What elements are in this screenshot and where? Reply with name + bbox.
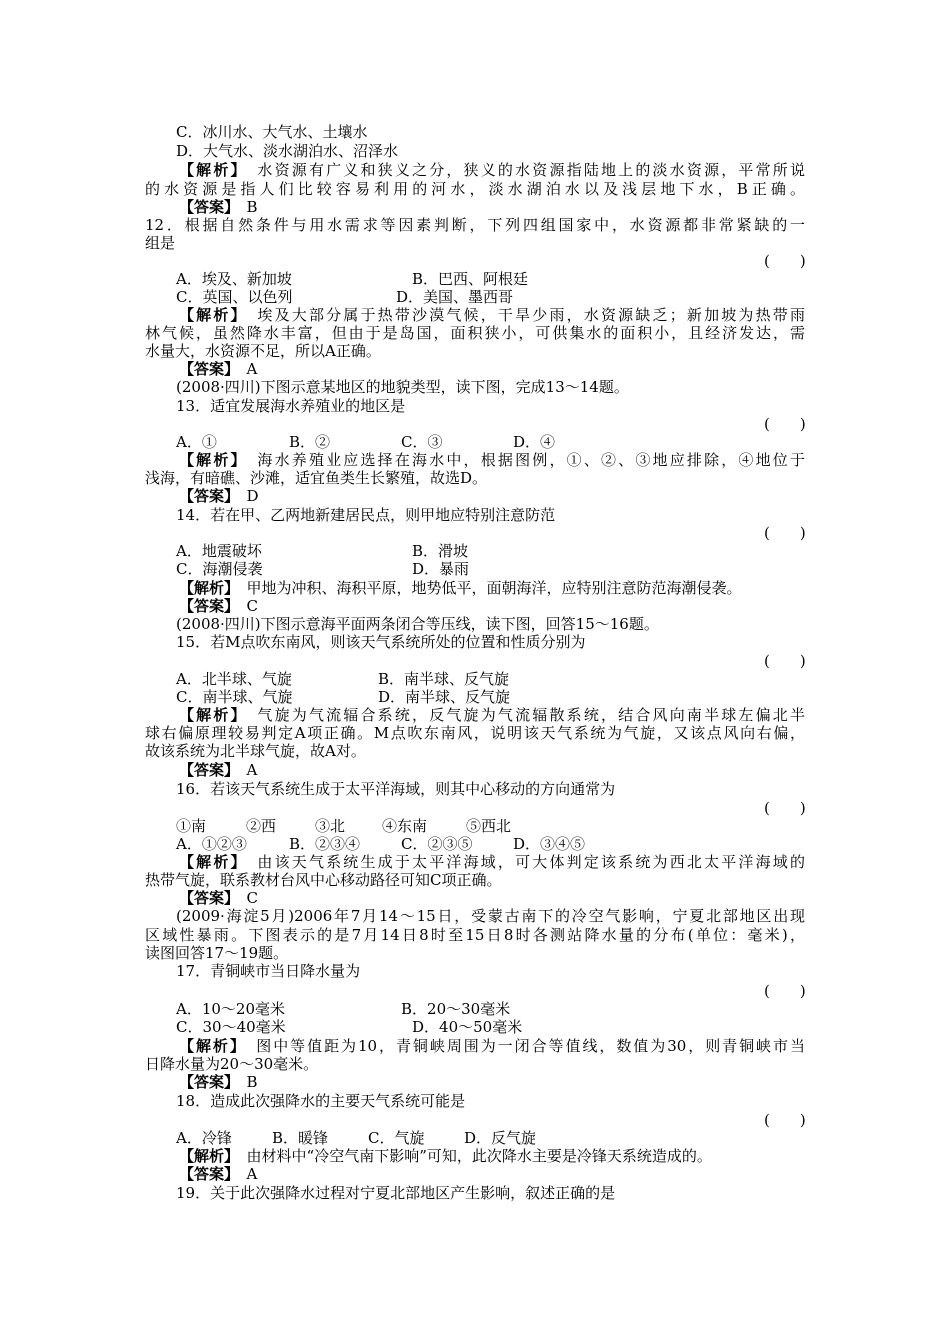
answer-label: 【答案】: [179, 487, 232, 505]
analysis-text: 埃及大部分属于热带沙漠气候，干旱少雨，水资源缺乏；新加坡为热带雨: [257, 306, 805, 324]
option-a: A．埃及、新加坡: [176, 270, 292, 288]
question-12-cont: 组是: [145, 234, 176, 252]
option-c: C．海潮侵袭: [176, 560, 263, 578]
material-intro: 区域性暴雨。下图表示的是7月14日8时至15日8时各测站降水量的分布(单位：毫米)，: [145, 926, 805, 944]
analysis-line: 热带气旋，联系教材台风中心移动路径可知C项正确。: [145, 871, 502, 889]
answer-line: [179, 889, 258, 908]
analysis-line: [145, 161, 805, 180]
option-b: B．20～30毫米: [401, 1000, 511, 1018]
analysis-text: 甲地为冲积、海积平原，地势低平，面朝海洋，应特别注意防范海潮侵袭。: [246, 579, 742, 597]
analysis-label: 【解析】: [179, 579, 232, 597]
analysis-text: 气旋为气流辐合系统，反气旋为气流辐散系统，结合风向南半球左偏北半: [257, 706, 805, 724]
analysis-line: [145, 853, 805, 872]
analysis-line: [179, 579, 742, 598]
answer-label: 【答案】: [179, 597, 232, 615]
analysis-line: 浅海，有暗礁、沙滩，适宜鱼类生长繁殖，故选D。: [145, 469, 488, 487]
analysis-line: [145, 306, 805, 325]
analysis-line: [145, 451, 805, 470]
material-intro: (2009·海淀5月)2006年7月14～15日，受蒙古南下的冷空气影响，宁夏北部地区出现: [176, 907, 805, 925]
answer-line: [179, 597, 258, 616]
choice-4: ④东南: [382, 817, 428, 835]
question-13: 13．适宜发展海水养殖业的地区是: [176, 397, 406, 415]
answer-value: B: [246, 198, 258, 216]
answer-bracket: ( ): [764, 415, 806, 433]
answer-bracket: ( ): [764, 799, 806, 817]
answer-label: 【答案】: [179, 1165, 232, 1183]
answer-value: C: [246, 889, 259, 907]
answer-line: [179, 761, 257, 780]
answer-line: [179, 198, 258, 217]
answer-bracket: ( ): [764, 1111, 806, 1129]
option-d: D．南半球、反气旋: [378, 688, 511, 706]
analysis-line: 林气候，虽然降水丰富，但由于是岛国，面积狭小，可供集水的面积小，且经济发达，需: [145, 324, 805, 342]
answer-label: 【答案】: [179, 1073, 232, 1091]
option-b: B．暖锋: [272, 1129, 329, 1147]
question-14: 14．若在甲、乙两地新建居民点，则甲地应特别注意防范: [176, 506, 556, 524]
analysis-line: 的水资源是指人们比较容易利用的河水，淡水湖泊水以及浅层地下水，B正确。: [145, 180, 805, 198]
analysis-line: 日降水量为20～30毫米。: [145, 1055, 319, 1073]
option-c: C．30～40毫米: [176, 1018, 286, 1036]
analysis-label: 【解析】: [179, 306, 241, 324]
analysis-label: 【解析】: [179, 1147, 232, 1165]
question-15: 15．若M点吹东南风，则该天气系统所处的位置和性质分别为: [176, 633, 586, 651]
answer-line: [179, 360, 257, 379]
analysis-line: 水量大，水资源不足，所以A正确。: [145, 342, 381, 360]
analysis-line: 球右偏原理较易判定A项正确。M点吹东南风，说明该天气系统为气旋，又该点风向右偏，: [145, 724, 805, 742]
answer-value: A: [246, 360, 258, 378]
answer-value: D: [246, 487, 259, 505]
material-intro: 读图回答17～19题。: [145, 944, 289, 962]
answer-value: C: [246, 597, 259, 615]
answer-line: [179, 1073, 258, 1092]
answer-value: A: [246, 761, 258, 779]
question-16: 16．若该天气系统生成于太平洋海域，则其中心移动的方向通常为: [176, 780, 616, 798]
option-b: B．②③④: [289, 835, 361, 853]
question-18: 18．造成此次强降水的主要天气系统可能是: [176, 1092, 466, 1110]
analysis-line: [145, 1037, 805, 1056]
analysis-label: 【解析】: [179, 1037, 240, 1055]
analysis-label: 【解析】: [179, 161, 241, 179]
option-c: C．②③⑤: [401, 835, 473, 853]
option-b: B．南半球、反气旋: [378, 670, 510, 688]
choice-1: ①南: [176, 817, 207, 835]
question-12: 12．根据自然条件与用水需求等因素判断，下列四组国家中，水资源都非常紧缺的一: [145, 216, 805, 234]
option-b: B．巴西、阿根廷: [412, 270, 529, 288]
answer-value: A: [246, 1165, 258, 1183]
answer-label: 【答案】: [179, 761, 232, 779]
option-c: C．冰川水、大气水、土壤水: [176, 123, 368, 141]
choice-3: ③北: [315, 817, 346, 835]
answer-bracket: ( ): [764, 524, 806, 542]
answer-bracket: ( ): [764, 652, 806, 670]
option-d: D．暴雨: [412, 560, 470, 578]
option-a: A．冷锋: [176, 1129, 232, 1147]
option-a: A．①: [176, 433, 217, 451]
option-d: D．美国、墨西哥: [396, 288, 514, 306]
option-d: D．④: [513, 433, 556, 451]
analysis-line: 故该系统为北半球气旋，故A对。: [145, 742, 366, 760]
question-17: 17．青铜峡市当日降水量为: [176, 962, 361, 980]
analysis-text: 水资源有广义和狭义之分，狭义的水资源指陆地上的淡水资源，平常所说: [257, 161, 805, 179]
analysis-label: 【解析】: [179, 853, 241, 871]
analysis-label: 【解析】: [179, 706, 241, 724]
option-c: C．英国、以色列: [176, 288, 293, 306]
choice-2: ②西: [246, 817, 277, 835]
answer-bracket: ( ): [764, 252, 806, 270]
analysis-line: [145, 706, 805, 725]
analysis-text: 由该天气系统生成于太平洋海域，可大体判定该系统为西北太平洋海域的: [257, 853, 805, 871]
answer-value: B: [246, 1073, 258, 1091]
analysis-text: 由材料中“冷空气南下影响”可知，此次降水主要是冷锋天系统造成的。: [246, 1147, 712, 1165]
option-d: D．大气水、淡水湖泊水、沼泽水: [176, 142, 399, 160]
analysis-line: [179, 1147, 712, 1166]
answer-label: 【答案】: [179, 198, 232, 216]
option-d: D．③④⑤: [513, 835, 586, 853]
option-c: C．③: [401, 433, 443, 451]
option-a: A．地震破坏: [176, 542, 262, 560]
option-a: A．10～20毫米: [176, 1000, 286, 1018]
choice-5: ⑤西北: [466, 817, 512, 835]
analysis-label: 【解析】: [179, 451, 241, 469]
answer-line: [179, 487, 259, 506]
material-intro: (2008·四川)下图示意某地区的地貌类型，读下图，完成13～14题。: [176, 378, 629, 396]
material-intro: (2008·四川)下图示意海平面两条闭合等压线，读下图，回答15～16题。: [176, 615, 659, 633]
option-b: B．②: [289, 433, 331, 451]
option-a: A．北半球、气旋: [176, 670, 292, 688]
option-c: C．气旋: [368, 1129, 425, 1147]
question-19: 19．关于此次强降水过程对宁夏北部地区产生影响，叙述正确的是: [176, 1184, 616, 1202]
answer-bracket: ( ): [764, 982, 806, 1000]
answer-label: 【答案】: [179, 360, 232, 378]
option-c: C．南半球、气旋: [176, 688, 293, 706]
answer-label: 【答案】: [179, 889, 232, 907]
answer-line: [179, 1165, 257, 1184]
analysis-text: 海水养殖业应选择在海水中，根据图例，①、②、③地应排除，④地位于: [257, 451, 805, 469]
option-d: D．40～50毫米: [412, 1018, 523, 1036]
option-d: D．反气旋: [464, 1129, 537, 1147]
option-a: A．①②③: [176, 835, 247, 853]
analysis-text: 图中等值距为10，青铜峡周围为一闭合等值线，数值为30，则青铜峡市当: [256, 1037, 805, 1055]
option-b: B．滑坡: [412, 542, 469, 560]
